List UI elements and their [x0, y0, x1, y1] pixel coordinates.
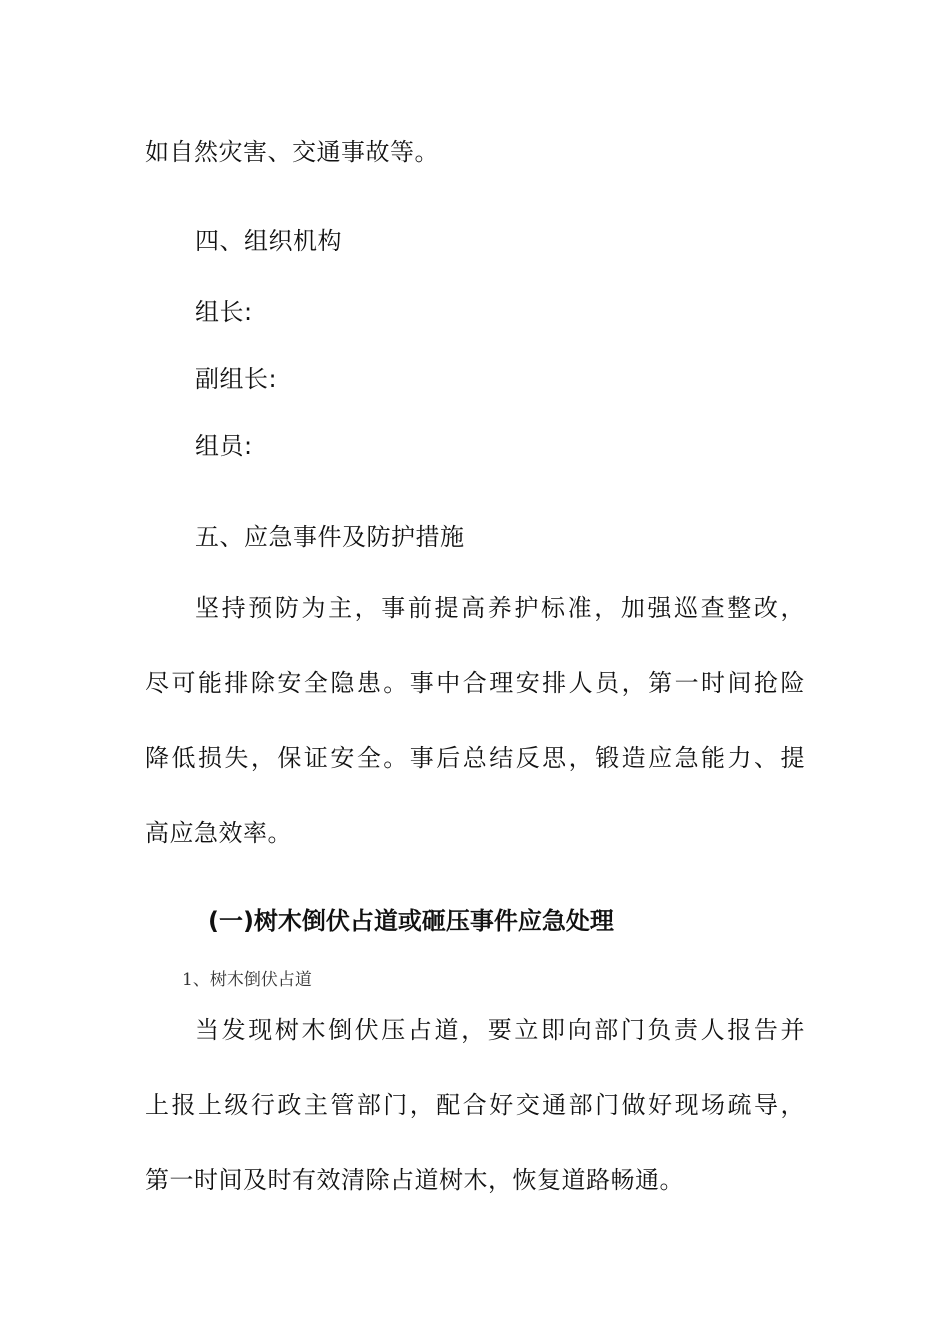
- item-1-body-line-2: 上报上级行政主管部门，配合好交通部门做好现场疏导，: [145, 1091, 805, 1119]
- section-5-body-line-3: 降低损失，保证安全。事后总结反思，锻造应急能力、提: [145, 744, 805, 772]
- item-1-body-line-1: 当发现树木倒伏压占道，要立即向部门负责人报告并: [195, 1016, 805, 1044]
- section-5-heading: 五、应急事件及防护措施: [195, 523, 465, 551]
- section-5-body-line-1: 坚持预防为主，事前提高养护标准，加强巡查整改，: [195, 594, 805, 622]
- section-5-body-line-2: 尽可能排除安全隐患。事中合理安排人员，第一时间抢险: [145, 669, 805, 697]
- section-5-body-line-4: 高应急效率。: [145, 819, 292, 847]
- paragraph-intro-end: 如自然灾害、交通事故等。: [145, 138, 439, 166]
- item-1-heading: 1、树木倒伏占道: [182, 970, 312, 990]
- members-label: 组员:: [195, 432, 253, 460]
- section-4-heading: 四、组织机构: [195, 227, 342, 255]
- item-1-body-line-3: 第一时间及时有效清除占道树木，恢复道路畅通。: [145, 1166, 684, 1194]
- deputy-leader-label: 副组长:: [195, 365, 278, 393]
- leader-label: 组长:: [195, 298, 253, 326]
- subsection-1-heading: (一)树木倒伏占道或砸压事件应急处理: [208, 907, 614, 935]
